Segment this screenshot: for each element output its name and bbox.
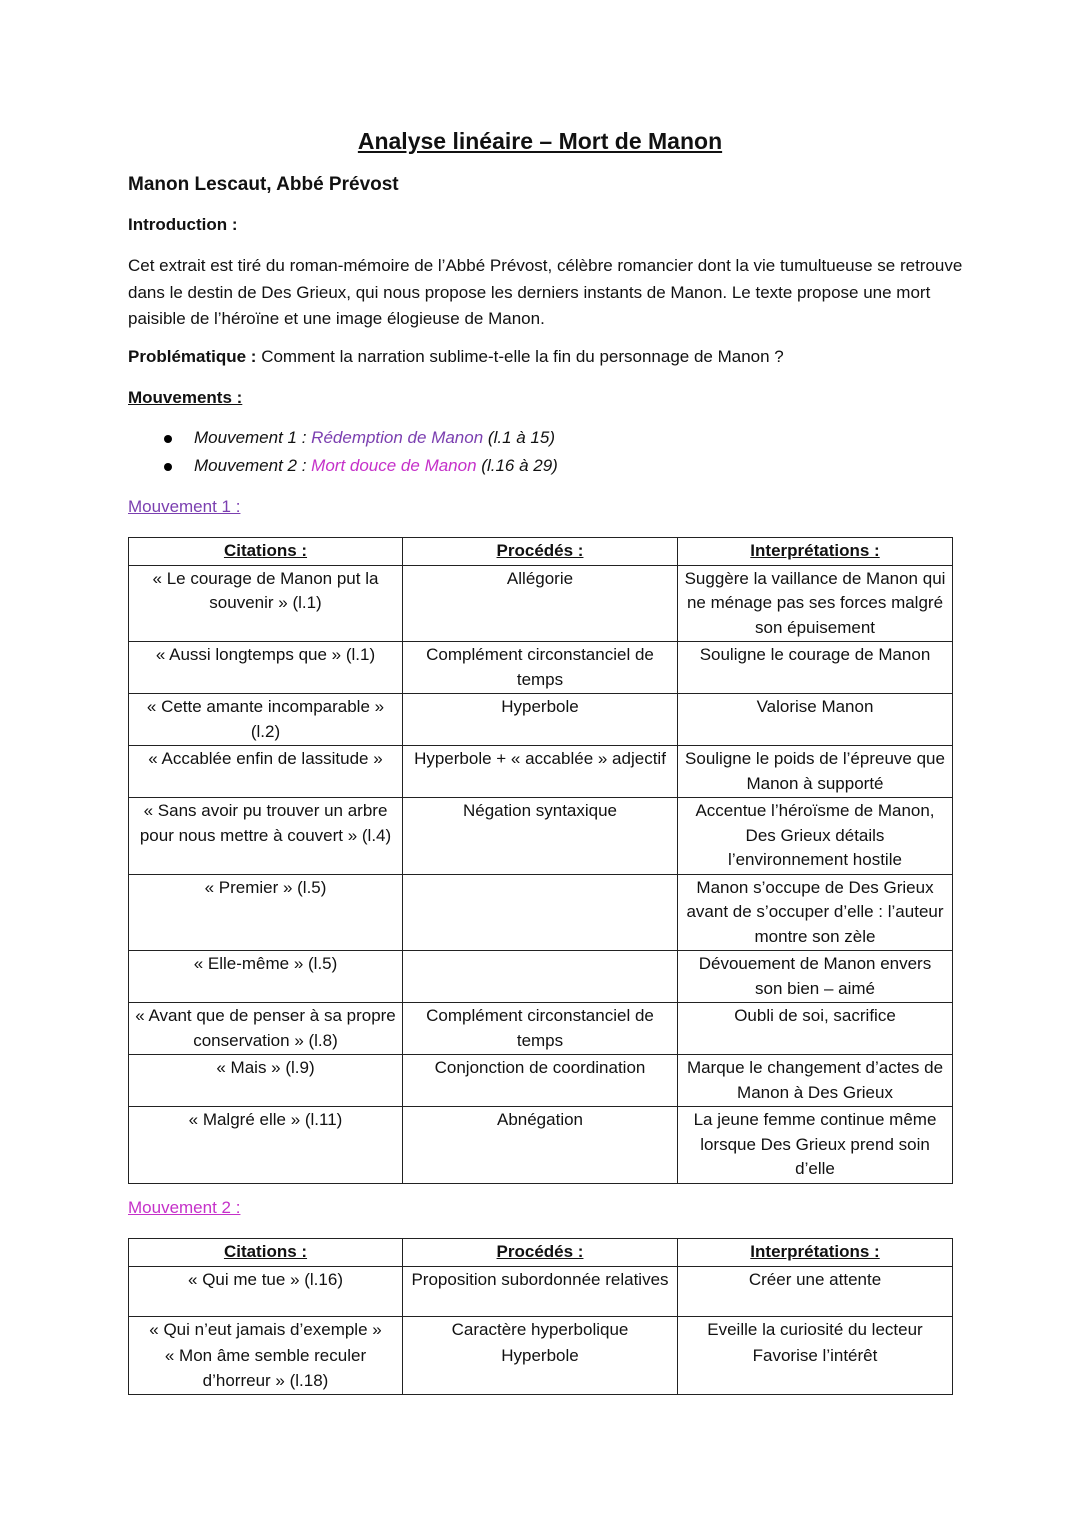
table-cell: Caractère hyperbolique — [403, 1316, 678, 1343]
table-row — [129, 951, 953, 1003]
table-row — [129, 798, 953, 875]
table-cell: « Malgré elle » (l.11) — [129, 1107, 403, 1184]
problematique-text: Comment la narration sublime-t-elle la fin du personnage de Manon ? — [256, 347, 784, 366]
table-cell: « Mon âme semble reculer d’horreur » (l.18) — [129, 1343, 403, 1395]
table-cell: Marque le changement d’actes de Manon à Des Grieux — [678, 1055, 953, 1107]
table-cell: Oubli de soi, sacrifice — [678, 1003, 953, 1055]
table-cell: Complément circonstanciel de temps — [403, 642, 678, 694]
mouvements-list — [160, 428, 558, 483]
table-cell — [403, 874, 678, 951]
table-cell: Proposition subordonnée relatives — [403, 1266, 678, 1316]
mouvements-heading: Mouvements : — [128, 388, 243, 407]
table-cell: Hyperbole + « accablée » adjectif — [403, 746, 678, 798]
table-cell: Créer une attente — [678, 1266, 953, 1316]
table-row — [129, 642, 953, 694]
header-procedes: Procédés : — [403, 1239, 678, 1267]
table-cell: Hyperbole — [403, 694, 678, 746]
table-cell: « Qui me tue » (l.16) — [129, 1266, 403, 1316]
table-cell: Hyperbole — [403, 1343, 678, 1395]
mouvement-prefix: Mouvement 2 : — [194, 455, 312, 475]
problematique-label: Problématique : — [128, 347, 257, 366]
table-cell: « Elle-même » (l.5) — [129, 951, 403, 1003]
table-cell: « Qui n’eut jamais d’exemple » — [129, 1316, 403, 1343]
list-item — [160, 456, 558, 484]
bullet-icon — [164, 435, 172, 443]
section-heading-mouvement-2: Mouvement 2 : — [128, 1198, 241, 1217]
table-cell: Abnégation — [403, 1107, 678, 1184]
table-cell: Allégorie — [403, 565, 678, 642]
table-mouvement-1 — [128, 537, 953, 1184]
mouvement-range: (l.16 à 29) — [476, 455, 558, 475]
table-cell: Valorise Manon — [678, 694, 953, 746]
table-cell: Manon s’occupe de Des Grieux avant de s’occuper d’elle : l’auteur montre son zèle — [678, 874, 953, 951]
header-citations: Citations : — [129, 1239, 403, 1267]
table-cell: Conjonction de coordination — [403, 1055, 678, 1107]
mouvement-range: (l.1 à 15) — [483, 428, 555, 447]
table-row — [129, 874, 953, 951]
table-cell: Complément circonstanciel de temps — [403, 1003, 678, 1055]
header-procedes: Procédés : — [403, 538, 678, 566]
table-cell: « Mais » (l.9) — [129, 1055, 403, 1107]
table-header-row — [129, 538, 953, 566]
table-cell: « Accablée enfin de lassitude » — [129, 746, 403, 798]
table-cell: Favorise l’intérêt — [678, 1343, 953, 1395]
table-cell: Négation syntaxique — [403, 798, 678, 875]
table-row — [129, 1343, 953, 1395]
table-row — [129, 1316, 953, 1343]
table-cell: Accentue l’héroïsme de Manon, Des Grieux détails l’environnement hostile — [678, 798, 953, 875]
table-cell — [403, 951, 678, 1003]
introduction-text: Cet extrait est tiré du roman-mémoire de l’Abbé Prévost, célèbre romancier dont la vie tumultueuse se retrouve dans le destin de Des Grieux, qui nous propose les derniers instants de Manon. Le texte propose une mort paisible de l’héroïne et une image élogieuse de Manon. — [128, 256, 963, 328]
table-cell: « Cette amante incomparable » (l.2) — [129, 694, 403, 746]
bullet-icon — [164, 463, 172, 471]
header-citations: Citations : — [129, 538, 403, 566]
table-row — [129, 565, 953, 642]
table-cell: « Aussi longtemps que » (l.1) — [129, 642, 403, 694]
table-row — [129, 1107, 953, 1184]
table-cell: Eveille la curiosité du lecteur — [678, 1316, 953, 1343]
table-header-row — [129, 1239, 953, 1267]
work-subtitle: Manon Lescaut, Abbé Prévost — [128, 174, 399, 195]
table-row — [129, 694, 953, 746]
table-cell: « Premier » (l.5) — [129, 874, 403, 951]
list-item — [160, 428, 558, 456]
problematique — [128, 347, 988, 367]
table-row — [129, 746, 953, 798]
introduction-heading: Introduction : — [128, 215, 238, 234]
table-cell: Suggère la vaillance de Manon qui ne ménage pas ses forces malgré son épuisement — [678, 565, 953, 642]
mouvement-name: Mort douce de Manon — [311, 455, 477, 475]
table-cell: « Le courage de Manon put la souvenir » (l.1) — [129, 565, 403, 642]
table-row — [129, 1266, 953, 1316]
table-cell: « Sans avoir pu trouver un arbre pour nous mettre à couvert » (l.4) — [129, 798, 403, 875]
table-row — [129, 1055, 953, 1107]
table-cell: « Avant que de penser à sa propre conservation » (l.8) — [129, 1003, 403, 1055]
mouvement-prefix: Mouvement 1 : — [194, 428, 312, 447]
section-heading-mouvement-1: Mouvement 1 : — [128, 497, 241, 516]
table-row — [129, 1003, 953, 1055]
table-cell: Dévouement de Manon envers son bien – aimé — [678, 951, 953, 1003]
page-title: Analyse linéaire – Mort de Manon — [357, 128, 723, 154]
header-interpretations: Interprétations : — [678, 1239, 953, 1267]
mouvement-name: Rédemption de Manon — [311, 428, 484, 447]
header-interpretations: Interprétations : — [678, 538, 953, 566]
table-cell: Souligne le poids de l’épreuve que Manon à supporté — [678, 746, 953, 798]
table-cell: Souligne le courage de Manon — [678, 642, 953, 694]
table-mouvement-2 — [128, 1238, 953, 1395]
table-cell: La jeune femme continue même lorsque Des Grieux prend soin d’elle — [678, 1107, 953, 1184]
